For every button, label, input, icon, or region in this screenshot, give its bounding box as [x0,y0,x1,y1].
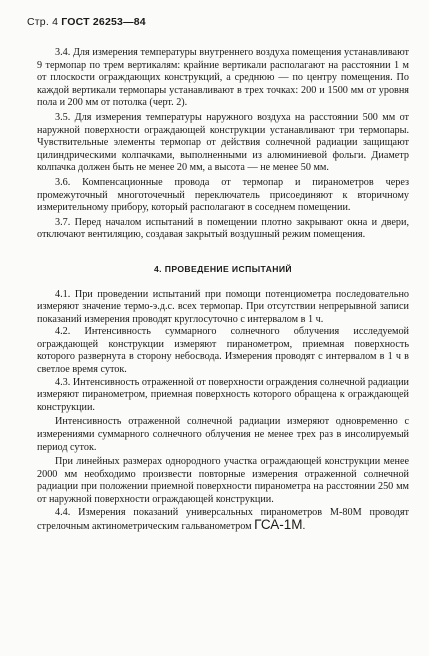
paragraph-3-6: 3.6. Компенсационные провода от термопар и пиранометров через промежуточный многоточечный переключатель присоединяют к вторичному измерительному прибору, который располагают в соседнем помещении. [37,176,409,214]
paragraph-3-7: 3.7. Перед началом испытаний в помещении плотно закрывают окна и двери, отключают вентиляцию, создавая закрытый воздушный режим помещения. [37,216,409,241]
paragraph-4-4-text: 4.4. Измерения показаний универсальных пиранометров М-80М проводят стрелочным актинометрическим гальванометром [37,506,409,533]
paragraph-4-4 [37,507,409,534]
paragraph-3-5: 3.5. Для измерения температуры наружного воздуха на расстоянии 500 мм от наружной поверхности ограждающей конструкции устанавливают три термопары. Чувствительные элементы термопар от действия солнечной радиации защищают цилиндрическими колпачками, выполненными из алюминиевой фольги. Диаметр колпачка должен быть не менее 20 мм, а высота — не менее 50 мм. [37,111,409,174]
page-number: Стр. 4 [27,16,59,28]
paragraph-4-4-end: . [302,521,306,533]
gost-number: ГОСТ 26253—84 [61,16,146,28]
paragraph-4-1: 4.1. При проведении испытаний при помощи потенциометра последовательно измеряют значение термо-э.д.с. всех термопар. При отсутствии непрерывной записи показаний измерения проводят круглосуточно с интервалом в 1 ч. [37,288,409,325]
paragraph-4-3-linear: При линейных размерах однородного участка ограждающей конструкции менее 2000 мм необходимо произвести повторные измерения отраженной солнечной радиации при положении приемной поверхности пиранометра на расстоянии 250 мм от наружной поверхности ограждающей конструкции. [37,456,409,505]
section-heading: 4. ПРОВЕДЕНИЕ ИСПЫТАНИЙ [154,263,292,274]
paragraph-3-4: 3.4. Для измерения температуры внутреннего воздуха помещения устанавливают 9 термопар по трем вертикалям: крайние вертикали располагают на расстоянии 1 м от плоскости ограждающих конструкций, а среднюю — по центру помещения. По каждой вертикали термопары устанавливают в трех точках: 200 и 1500 мм от уровня пола и 200 мм от потолка (черт. 2). [37,47,409,109]
paragraph-4-3: 4.3. Интенсивность отраженной от поверхности ограждения солнечной радиации измеряют пиранометром, приемная поверхность которого обращена к ограждающей конструкции. [37,376,409,413]
device-name: ГСА-1М [254,517,303,533]
document-body [37,47,409,534]
page-header [27,16,146,28]
paragraph-4-2: 4.2. Интенсивность суммарного солнечного облучения исследуемой ограждающей конструкции измеряют пиранометром, приемная поверхность которого развернута в сторону небосвода. Измерения проводят с интервалом в 1 ч в светлое время суток. [37,326,409,376]
paragraph-4-3-cont: Интенсивность отраженной солнечной радиации измеряют одновременно с измерениями суммарного солнечного облучения не менее трех раз в инсолируемый период суток. [37,416,409,453]
